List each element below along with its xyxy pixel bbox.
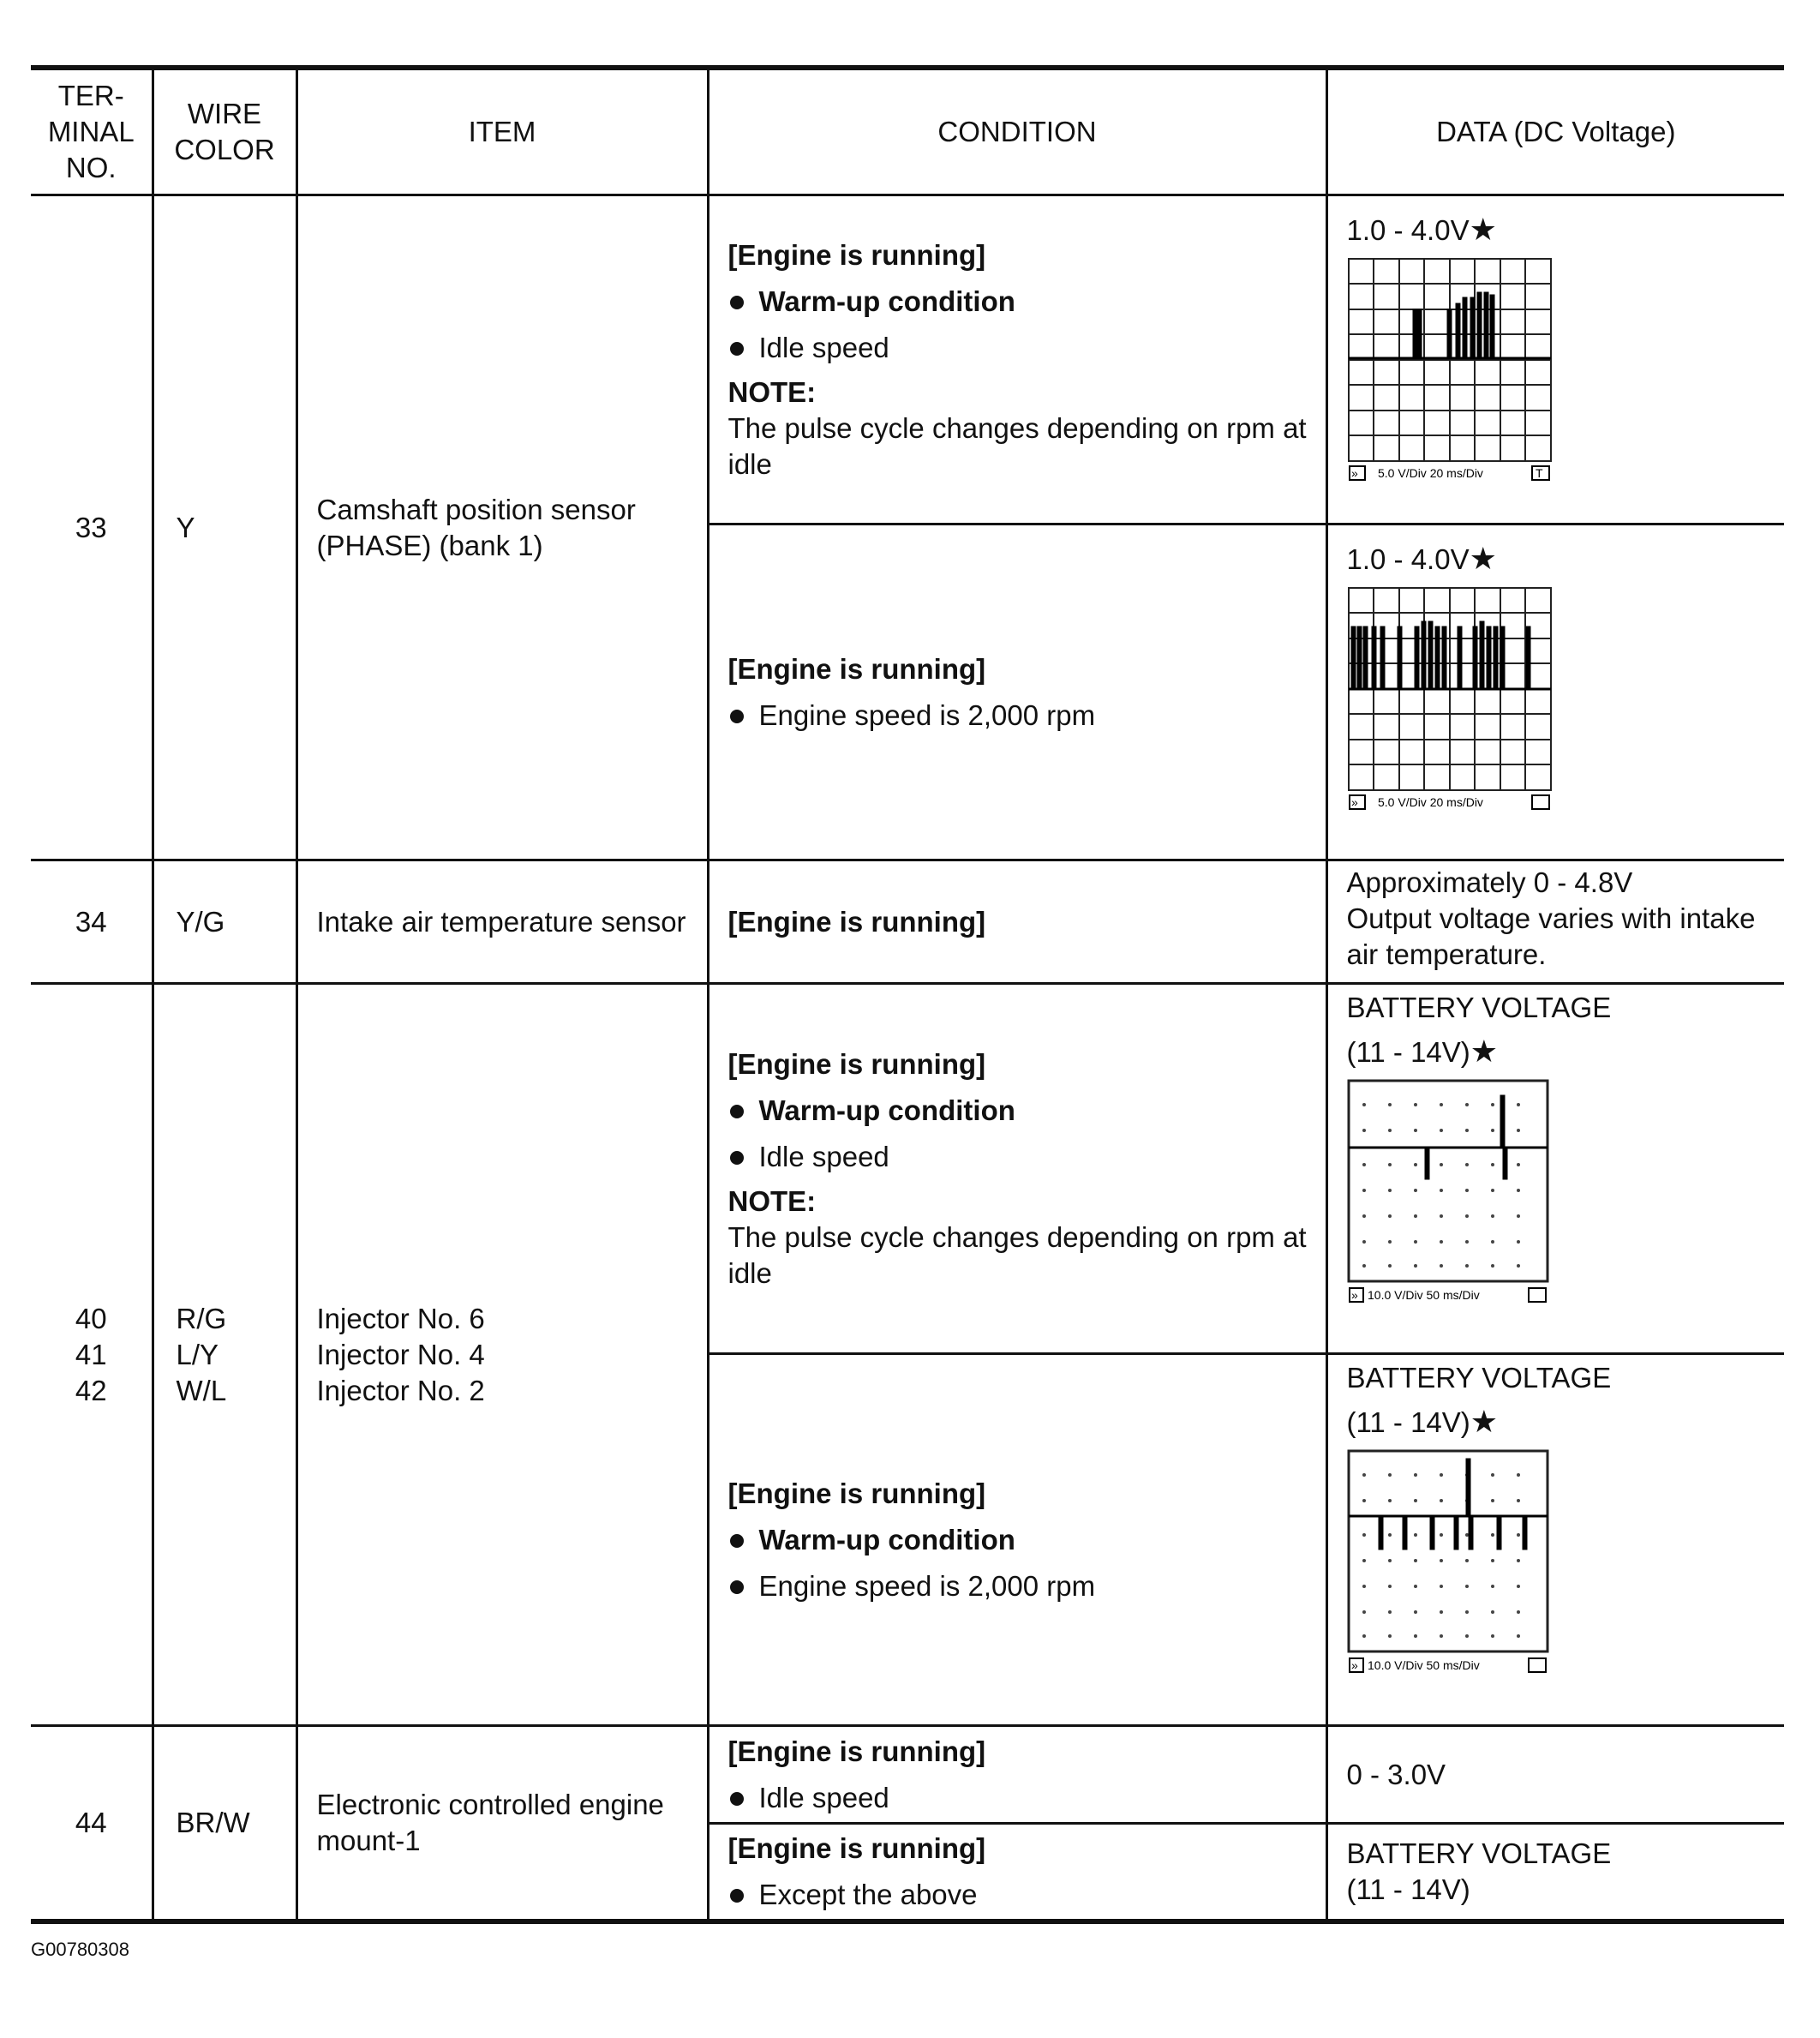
condition-heading: [Engine is running] [727,652,986,685]
note-label: NOTE: [727,375,817,408]
condition-44-other [708,1824,1326,1921]
data-34: Approximately 0 - 4.8V Output voltage varies with intake air temperature. [1326,860,1784,984]
terminals-40-42: 40 41 42 [31,984,153,1726]
items-40-42: Injector No. 6 Injector No. 4 Injector No. 2 [296,984,708,1726]
scope-prefix-icon: » [1350,1658,1358,1672]
oscilloscope-waveform [1347,586,1785,811]
condition-bullet: Engine speed is 2,000 rpm [728,1568,1312,1604]
scope-trigger-label: T [1535,466,1543,480]
table-row [31,984,1784,1354]
condition-bullet: Except the above [728,1877,1312,1913]
condition-bullet: Idle speed [728,330,1312,366]
star-icon: ★ [1470,1034,1499,1069]
waveform-graph [1347,1449,1549,1674]
table-row [31,1726,1784,1824]
condition-bullet: Warm-up condition [728,1522,1312,1558]
star-icon: ★ [1469,541,1497,576]
waveform-graph [1347,586,1553,811]
condition-heading: [Engine is running] [727,1047,986,1080]
condition-bullet: Engine speed is 2,000 rpm [728,698,1312,734]
item-34: Intake air temperature sensor [296,860,708,984]
data-value: BATTERY VOLTAGE [1346,992,1612,1023]
data-value: (11 - 14V) [1346,1406,1470,1438]
star-icon: ★ [1470,1404,1499,1439]
condition-40-2000rpm [708,1354,1326,1726]
condition-bullet: Idle speed [728,1780,1312,1816]
star-icon: ★ [1469,212,1497,247]
header-data: DATA (DC Voltage) [1326,68,1784,195]
waveform-graph [1347,1079,1549,1304]
condition-44-idle [708,1726,1326,1824]
data-40-2000rpm [1326,1354,1784,1726]
oscilloscope-waveform [1347,1449,1785,1674]
wire-colors-40-42: R/G L/Y W/L [153,984,296,1726]
data-40-idle [1326,984,1784,1354]
terminal-33: 33 [31,195,153,860]
data-value: 1.0 - 4.0V [1346,214,1470,246]
data-44-idle [1326,1726,1784,1824]
data-33-idle [1326,195,1784,524]
header-condition: CONDITION [708,68,1326,195]
scope-prefix-icon: » [1350,1288,1358,1302]
condition-heading: [Engine is running] [727,1477,986,1509]
data-value: BATTERY VOLTAGE [1346,1362,1612,1394]
note-label: NOTE: [727,1184,817,1217]
scope-scale-label: 5.0 V/Div 20 ms/Div [1377,795,1483,809]
header-item: ITEM [296,68,708,195]
condition-bullet: Idle speed [728,1139,1312,1175]
condition-heading: [Engine is running] [727,238,986,271]
header-terminal-no: TER- MINAL NO. [31,68,153,195]
note-text: The pulse cycle changes depending on rpm at idle [727,1220,1307,1289]
condition-heading: [Engine is running] [727,1735,986,1767]
oscilloscope-waveform [1347,1079,1785,1304]
terminal-44: 44 [31,1726,153,1921]
table-row [31,860,1784,984]
condition-33-idle [708,195,1326,524]
figure-id: G00780308 [31,1939,129,1960]
scope-scale-label: 10.0 V/Div 50 ms/Div [1367,1288,1480,1302]
table-row [31,195,1784,524]
condition-heading: [Engine is running] [727,905,986,938]
header-wire-color: WIRE COLOR [153,68,296,195]
item-33: Camshaft position sensor (PHASE) (bank 1) [296,195,708,860]
terminal-34: 34 [31,860,153,984]
scope-prefix-icon: » [1350,795,1358,809]
wire-color-33: Y [153,195,296,860]
condition-33-2000rpm [708,524,1326,860]
data-value: (11 - 14V) [1346,1036,1470,1068]
condition-heading: [Engine is running] [727,1831,986,1864]
terminal-data-table [31,65,1784,1924]
condition-40-idle [708,984,1326,1354]
scope-scale-label: 5.0 V/Div 20 ms/Div [1377,466,1483,480]
note-text: The pulse cycle changes depending on rpm at idle [727,411,1307,480]
data-44-other: BATTERY VOLTAGE (11 - 14V) [1326,1824,1784,1921]
item-44: Electronic controlled engine mount-1 [296,1726,708,1921]
data-value: 0 - 3.0V [1346,1758,1446,1790]
condition-bullet: Warm-up condition [728,1093,1312,1129]
condition-34 [708,860,1326,984]
oscilloscope-waveform [1347,257,1785,482]
data-33-2000rpm [1326,524,1784,860]
scope-prefix-icon: » [1350,466,1358,480]
data-value: 1.0 - 4.0V [1346,543,1470,575]
scope-scale-label: 10.0 V/Div 50 ms/Div [1367,1658,1480,1672]
condition-bullet: Warm-up condition [728,284,1312,320]
waveform-graph [1347,257,1553,482]
wire-color-34: Y/G [153,860,296,984]
header-row [31,68,1784,195]
wire-color-44: BR/W [153,1726,296,1921]
